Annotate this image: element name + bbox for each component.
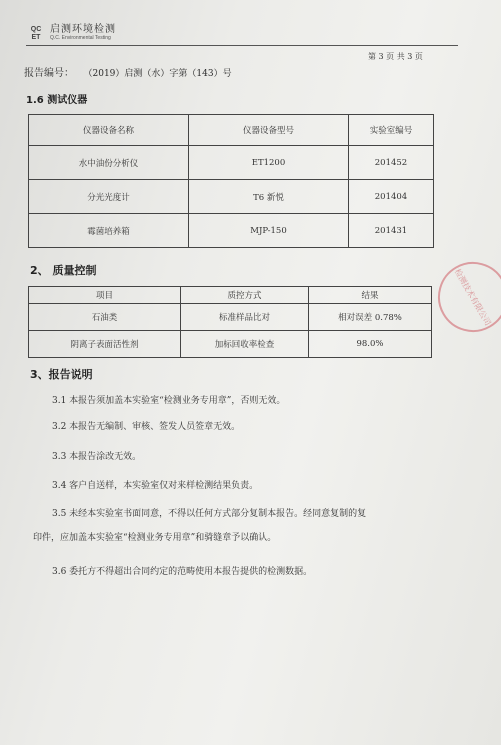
logo-mark: QC ET xyxy=(30,26,42,41)
table-row xyxy=(29,146,434,180)
table-row xyxy=(29,331,432,358)
note-item-continued: 印件，应加盖本实验室“检测业务专用章”和骑缝章予以确认。 xyxy=(33,533,277,543)
section-title-instruments: 1.6 测试仪器 xyxy=(26,95,88,106)
table-cell: 石油类 xyxy=(29,304,181,331)
table-header-row xyxy=(29,115,434,146)
stamp-text: 检测技术有限公司 xyxy=(453,267,493,327)
qc-table xyxy=(28,286,432,358)
instruments-table xyxy=(28,114,434,248)
report-number-value: （2019）启测（水）字第（143）号 xyxy=(88,69,232,79)
report-number xyxy=(24,64,232,79)
table-cell: 分光光度计 xyxy=(29,180,189,214)
header-divider xyxy=(26,45,458,46)
table-cell: 201431 xyxy=(349,214,434,248)
note-item: 3.5 未经本实验室书面同意，不得以任何方式部分复制本报告。经同意复制的复 xyxy=(52,509,367,519)
table-cell: 水中油份分析仪 xyxy=(29,146,189,180)
table-header: 实验室编号 xyxy=(349,115,434,146)
table-cell: 霉菌培养箱 xyxy=(29,214,189,248)
note-item: 3.1 本报告须加盖本实验室“检测业务专用章”，否则无效。 xyxy=(52,396,286,406)
note-item: 3.4 客户自送样，本实验室仅对来样检测结果负责。 xyxy=(52,481,259,491)
company-name-cn: 启测环境检测 xyxy=(50,24,116,35)
table-row xyxy=(29,214,434,248)
report-number-label: 报告编号： xyxy=(24,68,74,79)
table-header: 质控方式 xyxy=(181,287,309,304)
table-header: 仪器设备型号 xyxy=(189,115,349,146)
company-logo xyxy=(26,24,116,44)
table-cell: MJP-150 xyxy=(189,214,349,248)
note-item: 3.6 委托方不得超出合同约定的范畴使用本报告提供的检测数据。 xyxy=(52,567,313,577)
section-title-qc: 2、 质量控制 xyxy=(30,264,97,277)
table-cell: 相对误差 0.78% xyxy=(309,304,432,331)
table-header-row xyxy=(29,287,432,304)
table-cell: 201452 xyxy=(349,146,434,180)
table-cell: ET1200 xyxy=(189,146,349,180)
table-header: 仪器设备名称 xyxy=(29,115,189,146)
note-item: 3.3 本报告涂改无效。 xyxy=(52,452,142,462)
table-header: 项目 xyxy=(29,287,181,304)
table-cell: 阴离子表面活性剂 xyxy=(29,331,181,358)
table-cell: 标准样品比对 xyxy=(181,304,309,331)
company-name-en: Q.C. Environmental Testing xyxy=(50,35,111,41)
table-row xyxy=(29,304,432,331)
table-row xyxy=(29,180,434,214)
note-item: 3.2 本报告无编制、审核、签发人员签章无效。 xyxy=(52,422,241,432)
table-cell: T6 新悦 xyxy=(189,180,349,214)
table-cell: 201404 xyxy=(349,180,434,214)
table-cell: 98.0% xyxy=(309,331,432,358)
section-title-notes: 3、报告说明 xyxy=(30,368,93,381)
table-header: 结果 xyxy=(309,287,432,304)
company-seal-stamp xyxy=(425,249,501,345)
page-indicator: 第 3 页 共 3 页 xyxy=(368,52,423,61)
table-cell: 加标回收率检查 xyxy=(181,331,309,358)
